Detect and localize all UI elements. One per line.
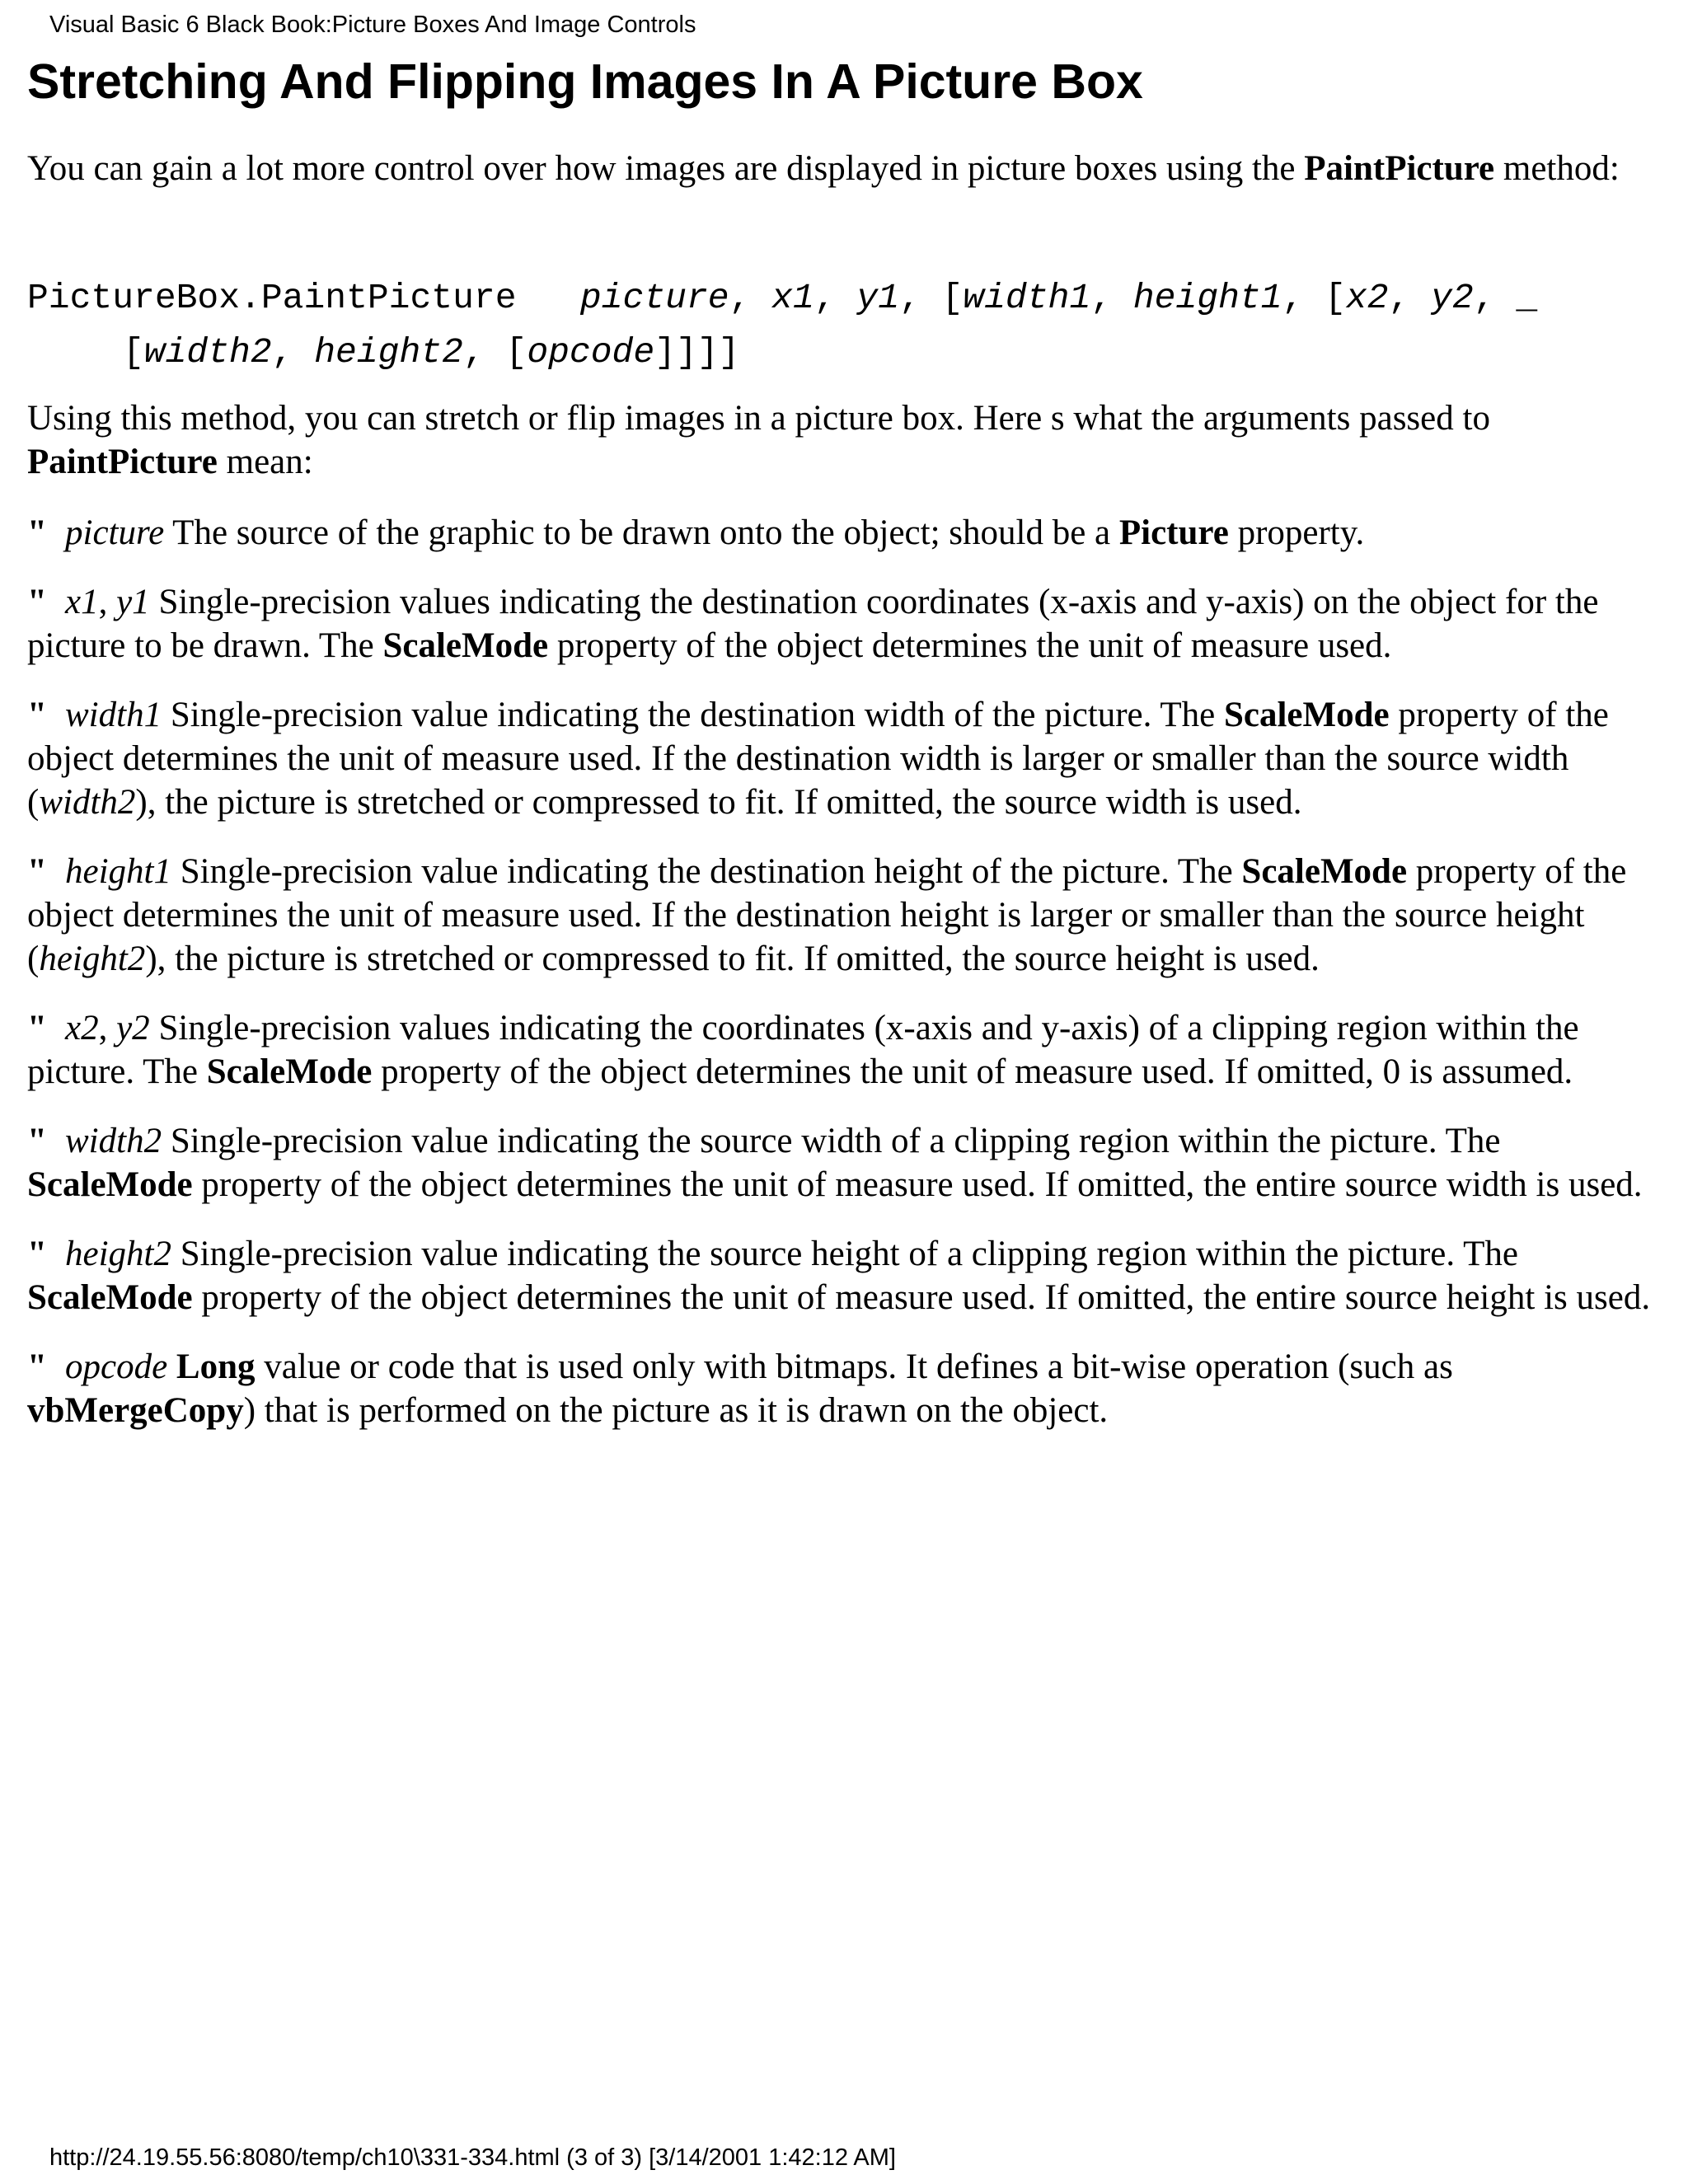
bullet-glyph: " (27, 583, 47, 621)
arg-item-height1 (27, 850, 1663, 981)
intro-text-before: You can gain a lot more control over how images are displayed in picture boxes using the (27, 149, 1305, 188)
code-arg-width2: width2 (143, 332, 272, 373)
arg-text: property of the object determines the unit of measure used. If omitted, the entire source height is used. (192, 1278, 1651, 1317)
arg-italic-term: width2 (39, 783, 136, 822)
arg-name: height1 (65, 852, 171, 891)
arg-separator: , (98, 583, 117, 621)
arg-name: height2 (65, 1235, 171, 1273)
arg-name: x1 (65, 583, 99, 621)
article-body (27, 147, 1663, 1432)
arg-item-width2 (27, 1119, 1663, 1207)
page-header: Visual Basic 6 Black Book:Picture Boxes And Image Controls (49, 12, 696, 38)
bullet-glyph: " (27, 1009, 47, 1047)
usage-text-before: Using this method, you can stretch or flip images in a picture box. Here s what the arguments passed to (27, 399, 1490, 438)
arg-italic-term: height2 (39, 940, 146, 978)
arg-item-x1-y1 (27, 580, 1663, 668)
arg-text: property of the object determines the unit of measure used. If the destination width is larger or smaller than the source width ( (27, 696, 1609, 822)
arg-text: Single-precision values indicating the destination coordinates (x-axis and y-axis) on the object for the picture to be drawn. The (27, 583, 1599, 665)
arg-text: property of the object determines the unit of measure used. If omitted, the entire source width is used. (192, 1165, 1643, 1204)
code-arg-x1: x1 (771, 278, 814, 318)
code-arg-width1: width1 (963, 278, 1091, 318)
code-arg-picture: picture (579, 278, 729, 318)
arg-name: y1 (116, 583, 150, 621)
code-arg-height1: height1 (1132, 278, 1282, 318)
arg-name: x2 (65, 1009, 99, 1047)
intro-method-name: PaintPicture (1304, 149, 1495, 188)
page-footer-url: http://24.19.55.56:8080/temp/ch10\331-334.html (3 of 3) [3/14/2001 1:42:12 AM] (49, 2144, 896, 2171)
arg-bold-term: ScaleMode (27, 1165, 193, 1204)
bullet-glyph: " (27, 852, 47, 891)
arg-bold-term: ScaleMode (382, 626, 549, 665)
bullet-glyph: " (27, 1347, 47, 1386)
arg-text: Single-precision value indicating the source width of a clipping region within the picture. The (162, 1122, 1501, 1160)
page-title: Stretching And Flipping Images In A Picture Box (27, 54, 1143, 109)
arg-text: property of the object determines the unit of measure used. If omitted, 0 is assumed. (372, 1052, 1573, 1091)
arg-bold-term: Picture (1118, 513, 1229, 552)
arg-name: opcode (65, 1347, 168, 1386)
usage-paragraph (27, 396, 1663, 484)
arg-bold-term: ScaleMode (206, 1052, 373, 1091)
arg-item-height2 (27, 1232, 1663, 1319)
arg-text: Single-precision value indicating the destination height of the picture. The (171, 852, 1242, 891)
arg-bold-term: ScaleMode (27, 1278, 193, 1317)
arg-name: width2 (65, 1122, 162, 1160)
arg-text: property of the object determines the unit of measure used. (548, 626, 1392, 665)
arg-item-opcode (27, 1345, 1663, 1432)
bullet-glyph: " (27, 513, 47, 552)
arg-name: picture (65, 513, 165, 552)
usage-text-after: mean: (217, 443, 313, 481)
code-line-2: [width2, height2, [opcode]]]] (123, 332, 740, 373)
arg-text: Single-precision values indicating the coordinates (x-axis and y-axis) of a clipping region within the picture. The (27, 1009, 1579, 1091)
code-syntax-block (27, 271, 1663, 380)
intro-paragraph (27, 147, 1663, 190)
arg-name: width1 (65, 696, 162, 734)
code-arg-y2: y2 (1431, 278, 1474, 318)
arg-item-x2-y2 (27, 1006, 1663, 1094)
bullet-glyph: " (27, 696, 47, 734)
arg-bold-term: ScaleMode (1223, 696, 1390, 734)
bullet-glyph: " (27, 1235, 47, 1273)
intro-text-after: method: (1494, 149, 1620, 188)
code-line-1: PictureBox.PaintPicture picture, x1, y1, [width1, height1, [x2, y2, _ (27, 278, 1538, 318)
code-arg-height2: height2 (314, 332, 463, 373)
arg-text: ), the picture is stretched or compressed to fit. If omitted, the source height is used. (145, 940, 1320, 978)
arg-text: ), the picture is stretched or compressed to fit. If omitted, the source width is used. (135, 783, 1302, 822)
code-arg-opcode: opcode (527, 332, 655, 373)
arg-name: y2 (116, 1009, 150, 1047)
code-object: PictureBox.PaintPicture (27, 278, 517, 318)
arg-bold-term: ScaleMode (1241, 852, 1408, 891)
arg-text: value or code that is used only with bitmaps. It defines a bit-wise operation (such as (255, 1347, 1453, 1386)
code-arg-x2: x2 (1345, 278, 1389, 318)
code-arg-y1: y1 (856, 278, 899, 318)
arg-item-width1 (27, 693, 1663, 824)
bullet-glyph: " (27, 1122, 47, 1160)
arg-bold-term: vbMergeCopy (27, 1391, 244, 1430)
arg-separator: , (98, 1009, 117, 1047)
arg-text: property. (1228, 513, 1365, 552)
arg-bold-term: Long (176, 1347, 256, 1386)
arg-text: The source of the graphic to be drawn onto the object; should be a (164, 513, 1119, 552)
usage-method-name: PaintPicture (27, 443, 218, 481)
arg-text: Single-precision value indicating the destination width of the picture. The (162, 696, 1224, 734)
arg-item-picture (27, 511, 1663, 555)
arg-text: property of the object determines the unit of measure used. If the destination height is larger or smaller than the source height ( (27, 852, 1627, 978)
arg-text: Single-precision value indicating the source height of a clipping region within the picture. The (171, 1235, 1518, 1273)
arg-text (167, 1347, 176, 1386)
arg-text: ) that is performed on the picture as it is drawn on the object. (243, 1391, 1109, 1430)
